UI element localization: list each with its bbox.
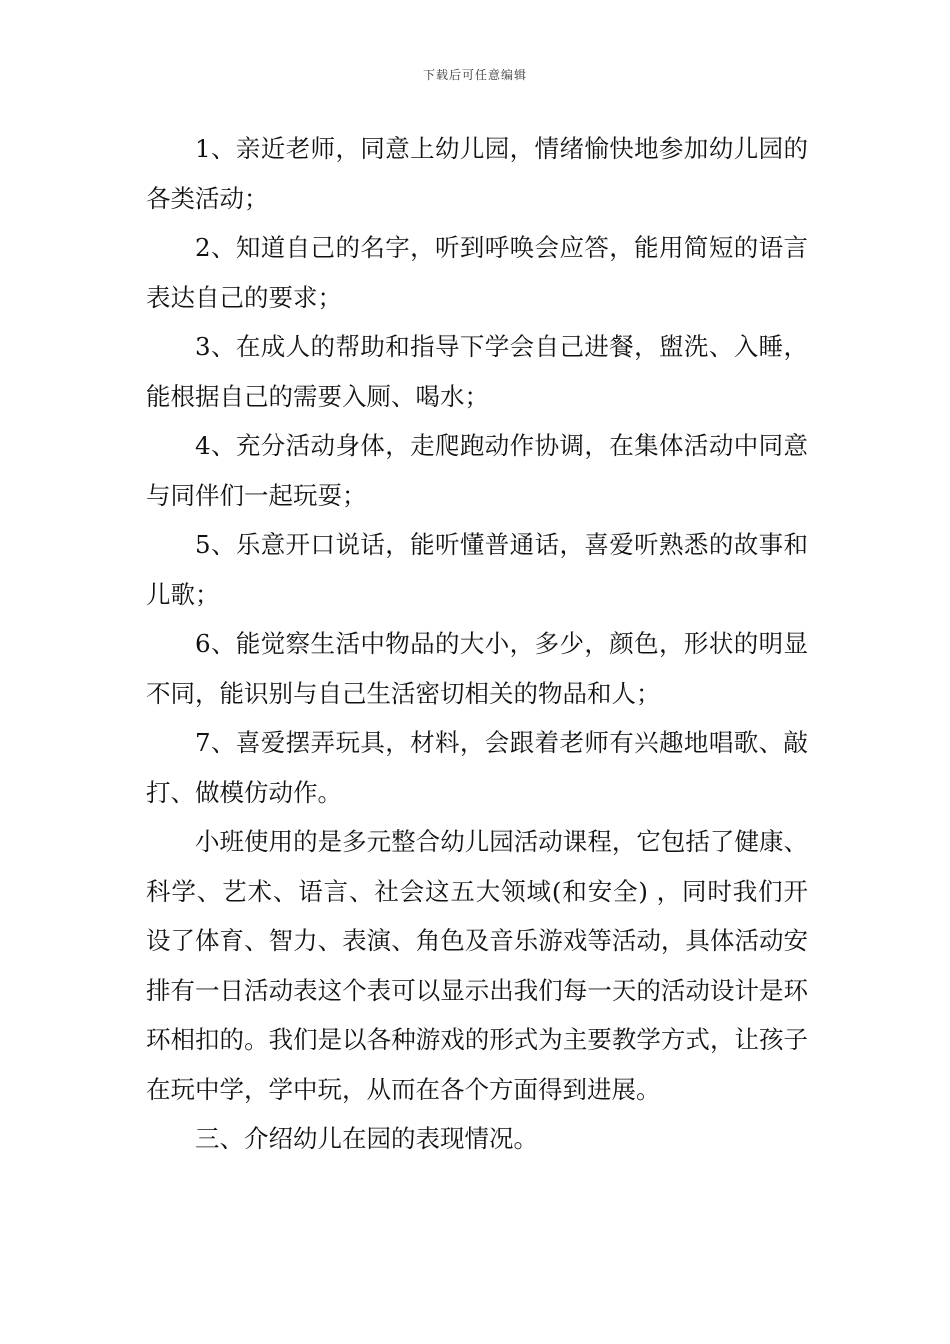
goal-item-2: 2、知道自己的名字，听到呼唤会应答，能用简短的语言表达自己的要求； (146, 233, 808, 312)
page-header: 下载后可任意编辑 (422, 68, 527, 82)
goal-item-1: 1、亲近老师，同意上幼儿园，情绪愉快地参加幼儿园的各类活动； (146, 134, 808, 213)
goal-item-6: 6、能觉察生活中物品的大小，多少，颜色，形状的明显不同，能识别与自己生活密切相关的物品和人； (146, 629, 808, 708)
goal-item-5: 5、乐意开口说话，能听懂普通话，喜爱听熟悉的故事和儿歌； (146, 530, 808, 609)
section-heading-three: 三、介绍幼儿在园的表现情况。 (195, 1124, 538, 1153)
goal-item-3: 3、在成人的帮助和指导下学会自己进餐，盥洗、入睡，能根据自己的需要入厕、喝水； (146, 332, 808, 411)
curriculum-paragraph: 小班使用的是多元整合幼儿园活动课程，它包括了健康、科学、艺术、语言、社会这五大领域(和安全) ，同时我们开设了体育、智力、表演、角色及音乐游戏等活动，具体活动安排有一日活动表这个表可以显示出我们每一天的活动设计是环环相扣的。我们是以各种游戏的形式为主要教学方式，让孩子在玩中学，学中玩，从而在各个方面得到进展。 (146, 827, 808, 1104)
goal-item-4: 4、充分活动身体，走爬跑动作协调，在集体活动中同意与同伴们一起玩耍； (146, 431, 808, 510)
goal-item-7: 7、喜爱摆弄玩具，材料，会跟着老师有兴趣地唱歌、敲打、做模仿动作。 (146, 728, 808, 807)
document-body (146, 124, 808, 1164)
